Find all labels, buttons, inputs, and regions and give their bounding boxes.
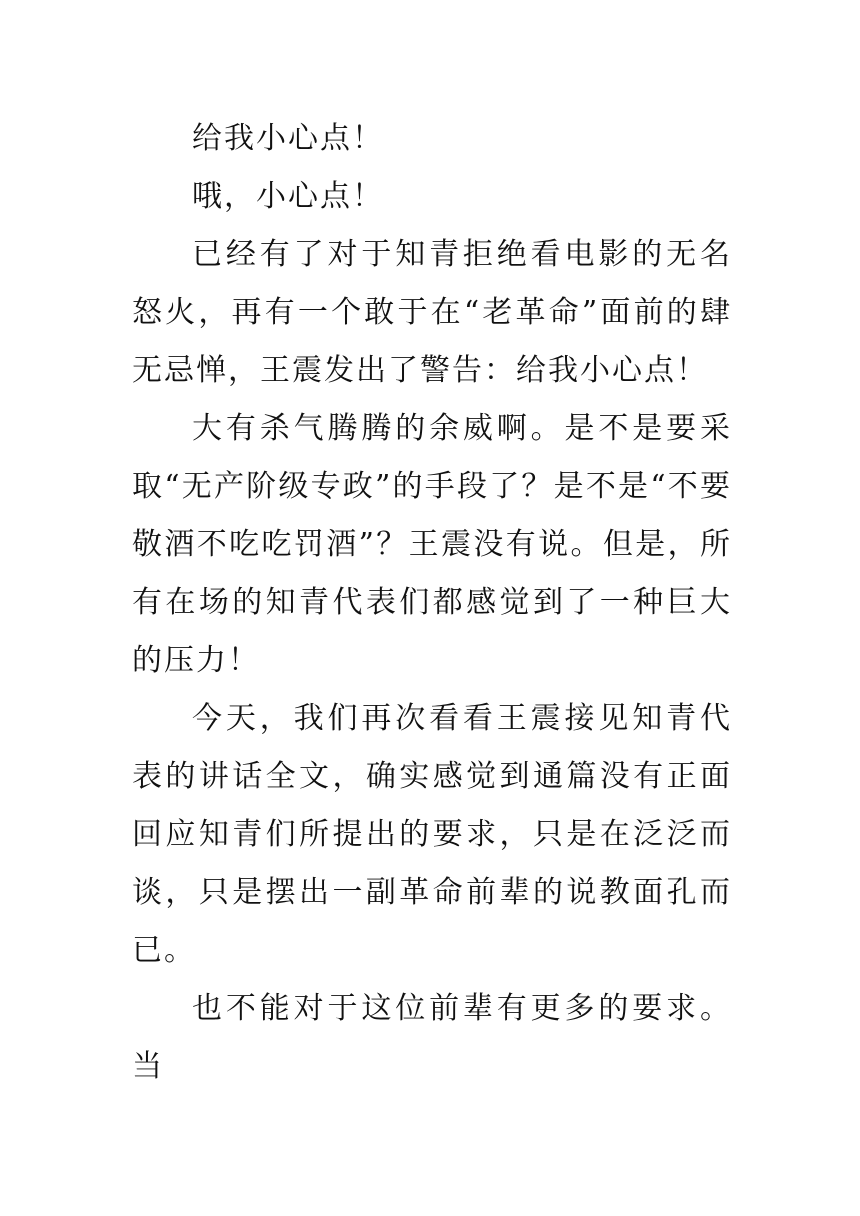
paragraph-6: 也不能对于这位前辈有更多的要求。当 [132,991,732,1084]
paragraph-3: 已经有了对于知青拒绝看电影的无名怒火，再有一个敢于在“老革命”面前的肆无忌惮，王震发出了警告：给我小心点！ [132,237,732,388]
paragraph-4: 大有杀气腾腾的余威啊。是不是要采取“无产阶级专政”的手段了？是不是“不要敬酒不吃吃罚酒”？王震没有说。但是，所有在场的知青代表们都感觉到了一种巨大的压力！ [132,411,732,678]
body-text [132,110,732,1096]
paragraph-1: 给我小心点！ [192,121,384,156]
paragraph-5: 今天，我们再次看看王震接见知青代表的讲话全文，确实感觉到通篇没有正面回应知青们所提出的要求，只是在泛泛而谈，只是摆出一副革命前辈的说教面孔而已。 [132,701,732,968]
paragraph-2: 哦，小心点！ [192,179,384,214]
